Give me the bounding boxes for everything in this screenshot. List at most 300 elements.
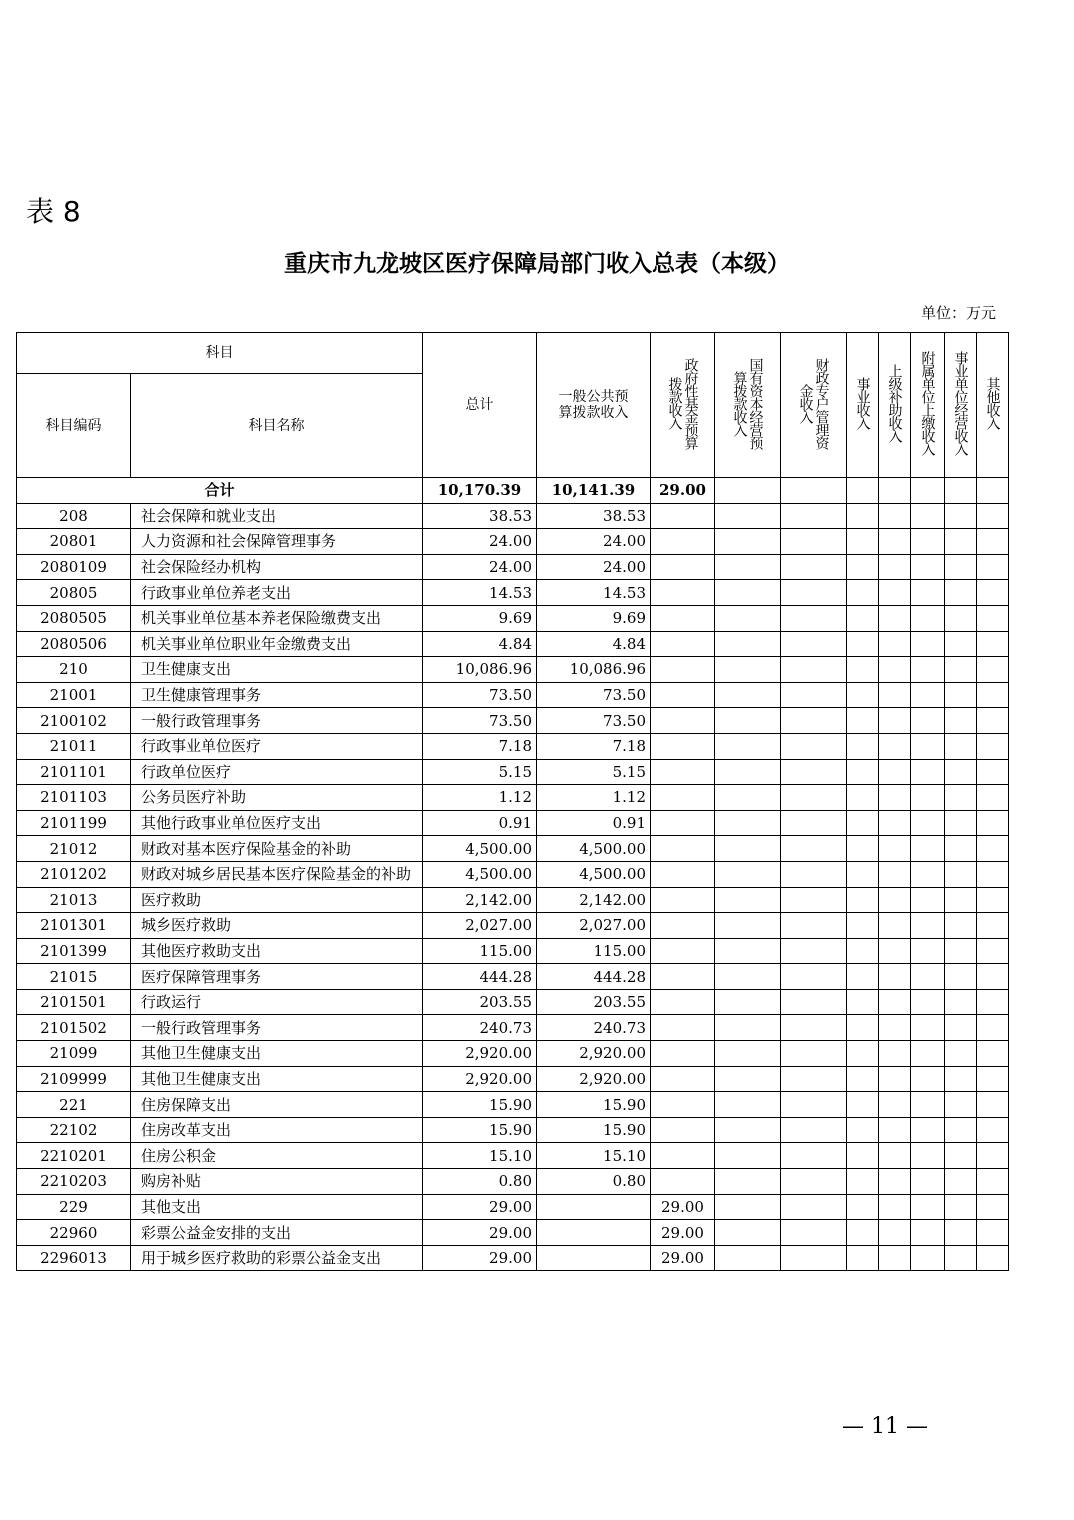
table-row — [17, 529, 1009, 555]
empty-cell — [977, 1092, 1009, 1118]
empty-cell — [715, 631, 781, 657]
empty-cell — [879, 810, 911, 836]
row-name: 住房保障支出 — [131, 1092, 423, 1118]
empty-cell — [977, 1066, 1009, 1092]
row-total: 73.50 — [423, 682, 537, 708]
empty-cell — [977, 785, 1009, 811]
row-total: 4.84 — [423, 631, 537, 657]
empty-cell — [781, 503, 847, 529]
row-name: 社会保险经办机构 — [131, 554, 423, 580]
empty-cell — [781, 989, 847, 1015]
empty-cell — [781, 913, 847, 939]
row-total: 2,920.00 — [423, 1066, 537, 1092]
row-name: 其他医疗救助支出 — [131, 938, 423, 964]
empty-cell — [879, 1041, 911, 1067]
row-name: 社会保障和就业支出 — [131, 503, 423, 529]
row-name: 其他卫生健康支出 — [131, 1066, 423, 1092]
row-general-budget: 4.84 — [537, 631, 651, 657]
row-total: 0.91 — [423, 810, 537, 836]
empty-cell — [847, 554, 879, 580]
empty-cell — [781, 1092, 847, 1118]
empty-cell — [781, 478, 847, 504]
empty-cell — [847, 503, 879, 529]
row-name: 行政运行 — [131, 989, 423, 1015]
empty-cell — [911, 964, 945, 990]
total-row — [17, 478, 1009, 504]
empty-cell — [977, 631, 1009, 657]
row-name: 其他卫生健康支出 — [131, 1041, 423, 1067]
row-name: 一般行政管理事务 — [131, 708, 423, 734]
header-other-income: 其他收入 — [977, 333, 1009, 478]
row-general-budget: 240.73 — [537, 1015, 651, 1041]
row-gov-fund — [651, 785, 715, 811]
table-row — [17, 1066, 1009, 1092]
empty-cell — [911, 1220, 945, 1246]
row-gov-fund — [651, 1143, 715, 1169]
row-name: 其他行政事业单位医疗支出 — [131, 810, 423, 836]
empty-cell — [977, 1245, 1009, 1271]
empty-cell — [977, 708, 1009, 734]
empty-cell — [847, 785, 879, 811]
header-subject-group: 科目 — [17, 333, 423, 374]
row-code: 2101199 — [17, 810, 131, 836]
row-general-budget: 0.91 — [537, 810, 651, 836]
row-general-budget: 1.12 — [537, 785, 651, 811]
empty-cell — [715, 989, 781, 1015]
empty-cell — [977, 1015, 1009, 1041]
row-gov-fund — [651, 836, 715, 862]
empty-cell — [847, 708, 879, 734]
table-row — [17, 989, 1009, 1015]
total-amount: 10,170.39 — [423, 478, 537, 504]
row-name: 用于城乡医疗救助的彩票公益金支出 — [131, 1245, 423, 1271]
row-gov-fund — [651, 631, 715, 657]
empty-cell — [977, 529, 1009, 555]
table-row — [17, 1194, 1009, 1220]
empty-cell — [781, 861, 847, 887]
empty-cell — [911, 1143, 945, 1169]
empty-cell — [781, 733, 847, 759]
empty-cell — [715, 1066, 781, 1092]
empty-cell — [847, 1066, 879, 1092]
row-gov-fund — [651, 810, 715, 836]
row-code: 221 — [17, 1092, 131, 1118]
empty-cell — [781, 1194, 847, 1220]
empty-cell — [847, 605, 879, 631]
empty-cell — [847, 1169, 879, 1195]
row-name: 机关事业单位职业年金缴费支出 — [131, 631, 423, 657]
header-general-budget: 一般公共预算拨款收入 — [537, 333, 651, 478]
table-row — [17, 1245, 1009, 1271]
empty-cell — [847, 1143, 879, 1169]
document-title: 重庆市九龙坡区医疗保障局部门收入总表（本级） — [284, 250, 790, 277]
empty-cell — [715, 810, 781, 836]
empty-cell — [911, 554, 945, 580]
empty-cell — [715, 708, 781, 734]
empty-cell — [781, 1041, 847, 1067]
empty-cell — [847, 913, 879, 939]
empty-cell — [847, 478, 879, 504]
empty-cell — [977, 989, 1009, 1015]
empty-cell — [715, 657, 781, 683]
empty-cell — [911, 605, 945, 631]
row-general-budget: 24.00 — [537, 554, 651, 580]
empty-cell — [945, 1015, 977, 1041]
empty-cell — [847, 631, 879, 657]
row-total: 444.28 — [423, 964, 537, 990]
empty-cell — [781, 938, 847, 964]
empty-cell — [911, 836, 945, 862]
row-gov-fund — [651, 938, 715, 964]
row-name: 医疗救助 — [131, 887, 423, 913]
row-total: 0.80 — [423, 1169, 537, 1195]
row-gov-fund — [651, 605, 715, 631]
empty-cell — [847, 1092, 879, 1118]
empty-cell — [847, 657, 879, 683]
empty-cell — [945, 1194, 977, 1220]
table-row — [17, 503, 1009, 529]
empty-cell — [715, 1117, 781, 1143]
empty-cell — [945, 1092, 977, 1118]
empty-cell — [715, 554, 781, 580]
empty-cell — [977, 503, 1009, 529]
row-code: 22102 — [17, 1117, 131, 1143]
empty-cell — [945, 759, 977, 785]
table-row — [17, 733, 1009, 759]
row-name: 一般行政管理事务 — [131, 1015, 423, 1041]
empty-cell — [977, 554, 1009, 580]
table-row — [17, 810, 1009, 836]
row-total: 73.50 — [423, 708, 537, 734]
empty-cell — [945, 631, 977, 657]
empty-cell — [945, 810, 977, 836]
empty-cell — [911, 708, 945, 734]
table-row — [17, 631, 1009, 657]
row-code: 2210203 — [17, 1169, 131, 1195]
table-row — [17, 708, 1009, 734]
table-row — [17, 964, 1009, 990]
row-gov-fund — [651, 989, 715, 1015]
row-gov-fund — [651, 1092, 715, 1118]
empty-cell — [781, 836, 847, 862]
row-total: 4,500.00 — [423, 836, 537, 862]
empty-cell — [715, 887, 781, 913]
empty-cell — [781, 1220, 847, 1246]
row-gov-fund: 29.00 — [651, 1245, 715, 1271]
empty-cell — [715, 1194, 781, 1220]
row-total: 9.69 — [423, 605, 537, 631]
row-code: 21013 — [17, 887, 131, 913]
row-name: 住房改革支出 — [131, 1117, 423, 1143]
row-name: 人力资源和社会保障管理事务 — [131, 529, 423, 555]
table-row — [17, 580, 1009, 606]
income-table — [16, 332, 1009, 1271]
empty-cell — [945, 861, 977, 887]
empty-cell — [911, 861, 945, 887]
empty-cell — [847, 733, 879, 759]
row-name: 行政事业单位养老支出 — [131, 580, 423, 606]
empty-cell — [945, 989, 977, 1015]
row-general-budget — [537, 1245, 651, 1271]
table-row — [17, 682, 1009, 708]
empty-cell — [977, 1041, 1009, 1067]
empty-cell — [911, 1117, 945, 1143]
empty-cell — [911, 1066, 945, 1092]
empty-cell — [911, 938, 945, 964]
empty-cell — [781, 682, 847, 708]
empty-cell — [781, 759, 847, 785]
table-row — [17, 887, 1009, 913]
empty-cell — [977, 913, 1009, 939]
empty-cell — [781, 1245, 847, 1271]
row-name: 卫生健康管理事务 — [131, 682, 423, 708]
empty-cell — [945, 478, 977, 504]
row-general-budget: 2,920.00 — [537, 1041, 651, 1067]
table-row — [17, 1117, 1009, 1143]
row-total: 24.00 — [423, 554, 537, 580]
empty-cell — [911, 631, 945, 657]
row-total: 29.00 — [423, 1220, 537, 1246]
row-gov-fund — [651, 1066, 715, 1092]
empty-cell — [977, 1194, 1009, 1220]
row-general-budget — [537, 1220, 651, 1246]
table-row — [17, 1041, 1009, 1067]
row-general-budget: 9.69 — [537, 605, 651, 631]
empty-cell — [715, 964, 781, 990]
empty-cell — [879, 836, 911, 862]
empty-cell — [977, 1117, 1009, 1143]
empty-cell — [879, 887, 911, 913]
row-general-budget: 2,142.00 — [537, 887, 651, 913]
row-code: 21099 — [17, 1041, 131, 1067]
empty-cell — [879, 861, 911, 887]
empty-cell — [879, 938, 911, 964]
row-general-budget: 2,027.00 — [537, 913, 651, 939]
empty-cell — [879, 605, 911, 631]
empty-cell — [911, 682, 945, 708]
row-code: 2080506 — [17, 631, 131, 657]
row-code: 21015 — [17, 964, 131, 990]
empty-cell — [847, 887, 879, 913]
empty-cell — [715, 478, 781, 504]
row-total: 15.90 — [423, 1092, 537, 1118]
row-gov-fund: 29.00 — [651, 1194, 715, 1220]
header-total: 总计 — [423, 333, 537, 478]
table-row — [17, 554, 1009, 580]
table-row — [17, 605, 1009, 631]
table-row — [17, 1092, 1009, 1118]
empty-cell — [879, 1194, 911, 1220]
row-name: 行政事业单位医疗 — [131, 733, 423, 759]
empty-cell — [911, 1015, 945, 1041]
empty-cell — [945, 1041, 977, 1067]
empty-cell — [879, 1245, 911, 1271]
row-code: 208 — [17, 503, 131, 529]
row-general-budget: 24.00 — [537, 529, 651, 555]
row-gov-fund — [651, 759, 715, 785]
row-gov-fund — [651, 682, 715, 708]
empty-cell — [911, 887, 945, 913]
empty-cell — [911, 785, 945, 811]
row-general-budget: 0.80 — [537, 1169, 651, 1195]
row-total: 15.90 — [423, 1117, 537, 1143]
row-name: 购房补贴 — [131, 1169, 423, 1195]
row-name: 公务员医疗补助 — [131, 785, 423, 811]
row-general-budget: 4,500.00 — [537, 861, 651, 887]
empty-cell — [715, 1245, 781, 1271]
empty-cell — [945, 785, 977, 811]
empty-cell — [911, 657, 945, 683]
header-superior-subsidy: 上级补助收入 — [879, 333, 911, 478]
empty-cell — [945, 682, 977, 708]
empty-cell — [911, 1194, 945, 1220]
empty-cell — [911, 529, 945, 555]
empty-cell — [847, 1117, 879, 1143]
empty-cell — [715, 1169, 781, 1195]
header-operating-income: 事业单位经营收入 — [945, 333, 977, 478]
empty-cell — [781, 810, 847, 836]
empty-cell — [945, 657, 977, 683]
empty-cell — [847, 1220, 879, 1246]
empty-cell — [977, 1169, 1009, 1195]
empty-cell — [879, 733, 911, 759]
empty-cell — [847, 989, 879, 1015]
row-general-budget: 115.00 — [537, 938, 651, 964]
empty-cell — [945, 529, 977, 555]
table-row — [17, 913, 1009, 939]
empty-cell — [911, 759, 945, 785]
row-code: 20801 — [17, 529, 131, 555]
empty-cell — [977, 861, 1009, 887]
row-code: 210 — [17, 657, 131, 683]
empty-cell — [945, 503, 977, 529]
row-gov-fund — [651, 529, 715, 555]
row-name: 其他支出 — [131, 1194, 423, 1220]
row-gov-fund — [651, 1169, 715, 1195]
empty-cell — [715, 785, 781, 811]
row-general-budget: 4,500.00 — [537, 836, 651, 862]
header-special-account: 财政专户管理资金收入 — [781, 333, 847, 478]
empty-cell — [977, 759, 1009, 785]
header-affiliated-income: 附属单位上缴收入 — [911, 333, 945, 478]
row-gov-fund: 29.00 — [651, 1220, 715, 1246]
row-name: 彩票公益金安排的支出 — [131, 1220, 423, 1246]
empty-cell — [945, 964, 977, 990]
empty-cell — [879, 657, 911, 683]
header-subject-name: 科目名称 — [131, 374, 423, 478]
empty-cell — [911, 478, 945, 504]
row-code: 2296013 — [17, 1245, 131, 1271]
empty-cell — [879, 989, 911, 1015]
empty-cell — [879, 785, 911, 811]
row-general-budget: 2,920.00 — [537, 1066, 651, 1092]
row-code: 2210201 — [17, 1143, 131, 1169]
empty-cell — [879, 503, 911, 529]
row-total: 2,142.00 — [423, 887, 537, 913]
empty-cell — [911, 913, 945, 939]
row-name: 财政对基本医疗保险基金的补助 — [131, 836, 423, 862]
empty-cell — [879, 708, 911, 734]
unit-label: 单位：万元 — [920, 304, 996, 322]
empty-cell — [847, 964, 879, 990]
table-row — [17, 785, 1009, 811]
row-total: 29.00 — [423, 1245, 537, 1271]
empty-cell — [977, 657, 1009, 683]
empty-cell — [977, 478, 1009, 504]
empty-cell — [781, 631, 847, 657]
empty-cell — [911, 810, 945, 836]
row-name: 机关事业单位基本养老保险缴费支出 — [131, 605, 423, 631]
row-gov-fund — [651, 657, 715, 683]
empty-cell — [847, 759, 879, 785]
row-name: 住房公积金 — [131, 1143, 423, 1169]
empty-cell — [945, 938, 977, 964]
empty-cell — [847, 836, 879, 862]
row-code: 2080109 — [17, 554, 131, 580]
row-total: 203.55 — [423, 989, 537, 1015]
empty-cell — [911, 503, 945, 529]
row-name: 财政对城乡居民基本医疗保险基金的补助 — [131, 861, 423, 887]
row-gov-fund — [651, 580, 715, 606]
empty-cell — [977, 605, 1009, 631]
table-row — [17, 657, 1009, 683]
row-general-budget: 15.90 — [537, 1117, 651, 1143]
empty-cell — [879, 580, 911, 606]
empty-cell — [715, 605, 781, 631]
row-total: 7.18 — [423, 733, 537, 759]
row-general-budget: 444.28 — [537, 964, 651, 990]
empty-cell — [879, 529, 911, 555]
empty-cell — [945, 733, 977, 759]
empty-cell — [847, 1015, 879, 1041]
row-total: 10,086.96 — [423, 657, 537, 683]
empty-cell — [977, 682, 1009, 708]
header-gov-fund: 政府性基金预算拨款收入 — [651, 333, 715, 478]
row-code: 2101502 — [17, 1015, 131, 1041]
empty-cell — [781, 580, 847, 606]
empty-cell — [879, 1066, 911, 1092]
empty-cell — [847, 861, 879, 887]
total-general-budget: 10,141.39 — [537, 478, 651, 504]
empty-cell — [977, 580, 1009, 606]
table-row — [17, 1220, 1009, 1246]
row-gov-fund — [651, 1117, 715, 1143]
empty-cell — [911, 1092, 945, 1118]
empty-cell — [879, 964, 911, 990]
empty-cell — [879, 1143, 911, 1169]
row-name: 医疗保障管理事务 — [131, 964, 423, 990]
table-row — [17, 1015, 1009, 1041]
row-code: 2100102 — [17, 708, 131, 734]
row-general-budget: 5.15 — [537, 759, 651, 785]
empty-cell — [945, 554, 977, 580]
empty-cell — [715, 1092, 781, 1118]
empty-cell — [715, 913, 781, 939]
empty-cell — [945, 1066, 977, 1092]
empty-cell — [977, 836, 1009, 862]
empty-cell — [879, 631, 911, 657]
empty-cell — [879, 759, 911, 785]
header-state-capital: 国有资本经营预算拨款收入 — [715, 333, 781, 478]
table-row — [17, 759, 1009, 785]
table-row — [17, 938, 1009, 964]
empty-cell — [977, 810, 1009, 836]
empty-cell — [879, 1092, 911, 1118]
row-code: 229 — [17, 1194, 131, 1220]
empty-cell — [781, 605, 847, 631]
empty-cell — [781, 657, 847, 683]
table-row — [17, 836, 1009, 862]
